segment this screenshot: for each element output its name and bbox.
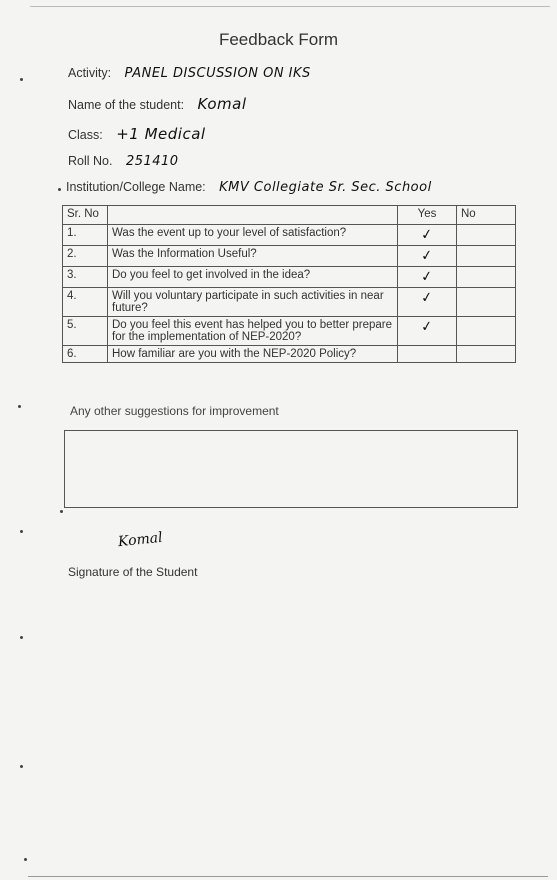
yes-cell[interactable] [398, 288, 457, 317]
class-label: Class: [68, 128, 103, 142]
student-name-label: Name of the student: [68, 98, 185, 112]
no-cell[interactable] [457, 225, 516, 246]
student-name-value: Komal [197, 95, 247, 113]
sr-no-cell: 4. [63, 288, 108, 317]
question-cell: Was the Information Useful? [108, 246, 398, 267]
sr-no-cell: 1. [63, 225, 108, 246]
institution-field [66, 180, 432, 195]
no-cell[interactable] [457, 288, 516, 317]
feedback-table [62, 205, 516, 363]
activity-field [68, 66, 311, 81]
checkmark-icon: ✓ [420, 226, 434, 244]
roll-no-field [68, 154, 179, 169]
table-header-row [63, 206, 516, 225]
roll-no-label: Roll No. [68, 154, 113, 168]
sr-no-cell: 3. [63, 267, 108, 288]
form-title: Feedback Form [218, 30, 339, 49]
no-cell[interactable] [457, 267, 516, 288]
question-cell: Do you feel to get involved in the idea? [108, 267, 398, 288]
no-cell[interactable] [457, 346, 516, 363]
table-row [63, 246, 516, 267]
sr-no-cell: 5. [63, 317, 108, 346]
question-cell: How familiar are you with the NEP-2020 Policy? [108, 346, 398, 363]
yes-cell[interactable] [398, 317, 457, 346]
signature-label: Signature of the Student [68, 565, 198, 579]
scan-speck [20, 78, 23, 81]
no-header: No [457, 206, 516, 225]
sr-no-cell: 2. [63, 246, 108, 267]
yes-cell[interactable] [398, 267, 457, 288]
yes-cell[interactable] [398, 225, 457, 246]
student-signature: Komal [117, 529, 164, 551]
no-cell[interactable] [457, 317, 516, 346]
class-value: +1 Medical [116, 125, 206, 143]
student-name-field [68, 95, 246, 113]
bottom-divider [28, 876, 548, 877]
checkmark-icon: ✓ [420, 268, 434, 286]
yes-cell[interactable] [398, 346, 457, 363]
question-header [108, 206, 398, 225]
checkmark-icon: ✓ [420, 289, 434, 307]
table-row [63, 346, 516, 363]
class-field [68, 125, 206, 143]
roll-no-value: 251410 [125, 154, 179, 169]
scan-speck [20, 765, 23, 768]
table-row [63, 267, 516, 288]
sr-no-header: Sr. No [63, 206, 108, 225]
question-cell: Do you feel this event has helped you to better prepare for the implementation of NEP-2020? [108, 317, 398, 346]
institution-value: KMV Collegiate Sr. Sec. School [219, 180, 432, 195]
checkmark-icon: ✓ [420, 318, 434, 336]
activity-label: Activity: [68, 66, 112, 80]
yes-cell[interactable] [398, 246, 457, 267]
suggestions-box[interactable] [64, 430, 518, 508]
scan-speck [20, 636, 23, 639]
no-cell[interactable] [457, 246, 516, 267]
scan-speck [18, 405, 21, 408]
question-cell: Was the event up to your level of satisfaction? [108, 225, 398, 246]
suggestions-label: Any other suggestions for improvement [70, 404, 279, 418]
sr-no-cell: 6. [63, 346, 108, 363]
institution-label: Institution/College Name: [66, 180, 206, 194]
scan-speck [24, 858, 27, 861]
yes-header: Yes [398, 206, 457, 225]
table-row [63, 317, 516, 346]
top-divider [30, 6, 550, 7]
scan-speck [58, 188, 61, 191]
scan-speck [20, 530, 23, 533]
scan-speck [60, 510, 63, 513]
table-row [63, 225, 516, 246]
checkmark-icon: ✓ [420, 247, 434, 265]
activity-value: PANEL DISCUSSION ON IKS [124, 66, 311, 81]
table-row [63, 288, 516, 317]
question-cell: Will you voluntary participate in such activities in near future? [108, 288, 398, 317]
